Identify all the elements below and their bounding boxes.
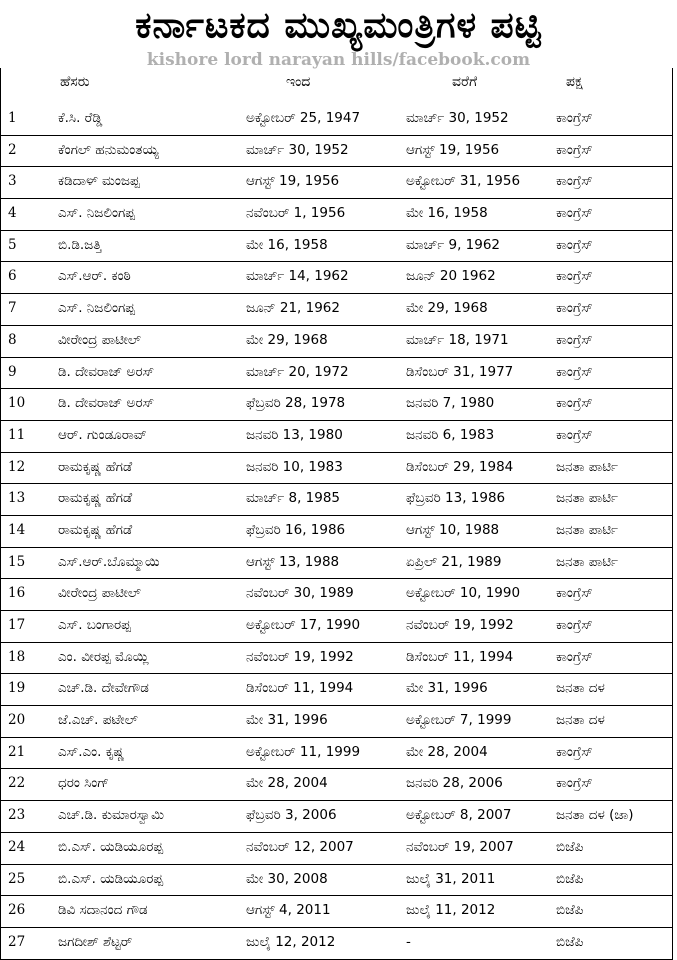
table-row	[0, 611, 673, 643]
term-end: ಏಪ್ರಿಲ್ 21, 1989	[406, 553, 502, 570]
cm-name: ಬಿ.ಎಸ್. ಯಡಿಯೂರಪ್ಪ	[58, 870, 164, 887]
row-number: 13	[8, 490, 26, 507]
cm-name: ಡಿವಿ ಸದಾನಂದ ಗೌಡ	[58, 902, 148, 919]
term-end: ಜನವರಿ 28, 2006	[406, 775, 503, 792]
term-end: ಆಗಸ್ಟ್ 10, 1988	[406, 521, 500, 538]
party-name: ಬಿಜೆಪಿ	[556, 870, 584, 887]
table-row	[0, 516, 673, 548]
party-name: ಬಿಜೆಪಿ	[556, 933, 584, 950]
term-start: ಮೇ 29, 1968	[246, 331, 328, 348]
party-name: ಕಾಂಗ್ರೆಸ್	[556, 331, 593, 348]
term-end: ಫೆಬ್ರವರಿ 13, 1986	[406, 490, 506, 507]
cm-name: ಎಸ್. ಬಂಗಾರಪ್ಪ	[58, 617, 131, 633]
term-end: ಜೂನ್ 20 1962	[406, 268, 496, 285]
term-start: ನವೆಂಬರ್ 12, 2007	[246, 838, 354, 855]
cm-name: ಡಿ. ದೇವರಾಜ್ ಅರಸ್	[58, 395, 155, 412]
term-start: ನವೆಂಬರ್ 1, 1956	[246, 205, 346, 222]
table-row	[0, 548, 673, 580]
term-start: ಆಗಸ್ಟ್ 4, 2011	[246, 902, 331, 919]
term-end: ಡಿಸೆಂಬರ್ 31, 1977	[406, 363, 514, 380]
table-row	[0, 579, 673, 611]
cm-name: ಎಸ್.ಆರ್.ಬೊಮ್ಮಾಯಿ	[58, 553, 160, 570]
term-end: ಮಾರ್ಚ್ 9, 1962	[406, 236, 501, 253]
table-row	[0, 706, 673, 738]
cm-name: ಕಡಿದಾಳ್ ಮಂಜಪ್ಪ	[58, 173, 140, 190]
cm-name: ಜಗದೀಶ್ ಶೆಟ್ಟರ್	[58, 933, 133, 950]
term-start: ಮೇ 28, 2004	[246, 775, 328, 792]
row-number: 7	[8, 300, 17, 317]
term-start: ಅಕ್ಟೋಬರ್ 17, 1990	[246, 617, 361, 633]
term-end: ಡಿಸೆಂಬರ್ 11, 1994	[406, 648, 514, 665]
cm-name: ಎಸ್. ನಿಜಲಿಂಗಪ್ಪ	[58, 205, 135, 222]
row-number: 24	[8, 838, 26, 855]
table-row	[0, 643, 673, 675]
header-to: ವರೆಗೆ	[452, 74, 478, 90]
term-start: ಮಾರ್ಚ್ 20, 1972	[246, 363, 349, 380]
party-name: ಕಾಂಗ್ರೆಸ್	[556, 395, 593, 412]
term-start: ಮೇ 31, 1996	[246, 712, 328, 729]
term-end: ಅಕ್ಟೋಬರ್ 31, 1956	[406, 173, 521, 190]
party-name: ಬಿಜೆಪಿ	[556, 902, 584, 919]
row-number: 6	[8, 268, 17, 285]
term-start: ಜುಲೈ 12, 2012	[246, 933, 336, 950]
term-end: -	[406, 933, 411, 950]
term-start: ಮೇ 30, 2008	[246, 870, 328, 887]
table-row	[0, 484, 673, 516]
table-row	[0, 199, 673, 231]
term-start: ನವೆಂಬರ್ 19, 1992	[246, 648, 354, 665]
cm-name: ಬಿ.ಡಿ.ಜತ್ತಿ	[58, 236, 102, 253]
row-number: 8	[8, 331, 17, 348]
table-row	[0, 231, 673, 263]
row-number: 18	[8, 648, 26, 665]
party-name: ಕಾಂಗ್ರೆಸ್	[556, 617, 593, 633]
cm-name: ಕೆ.ಸಿ. ರೆಡ್ಡಿ	[58, 110, 103, 126]
party-name: ಕಾಂಗ್ರೆಸ್	[556, 236, 593, 253]
cm-name: ಎಚ್.ಡಿ. ಕುಮಾರಸ್ವಾಮಿ	[58, 807, 165, 824]
term-start: ಮಾರ್ಚ್ 14, 1962	[246, 268, 349, 285]
table-row	[0, 104, 673, 136]
term-end: ಮಾರ್ಚ್ 18, 1971	[406, 331, 509, 348]
term-start: ಫೆಬ್ರವರಿ 16, 1986	[246, 521, 346, 538]
table-row	[0, 421, 673, 453]
party-name: ಕಾಂಗ್ರೆಸ್	[556, 110, 593, 126]
term-start: ನವೆಂಬರ್ 30, 1989	[246, 585, 354, 602]
term-end: ಅಕ್ಟೋಬರ್ 10, 1990	[406, 585, 521, 602]
cm-name: ಬಿ.ಎಸ್. ಯಡಿಯೂರಪ್ಪ	[58, 838, 164, 855]
row-number: 22	[8, 775, 26, 792]
party-name: ಜನತಾ ಪಾರ್ಟಿ	[556, 458, 619, 475]
term-end: ಜುಲೈ 31, 2011	[406, 870, 496, 887]
term-end: ಮೇ 29, 1968	[406, 300, 488, 317]
cm-name: ಎಸ್.ಎಂ. ಕೃಷ್ಣ	[58, 743, 125, 760]
table-row	[0, 453, 673, 485]
party-name: ಕಾಂಗ್ರೆಸ್	[556, 205, 593, 222]
row-number: 23	[8, 807, 26, 824]
header-party: ಪಕ್ಷ	[566, 74, 583, 90]
watermark-subtitle: kishore lord narayan hills/facebook.com	[146, 50, 531, 70]
term-start: ಮೇ 16, 1958	[246, 236, 328, 253]
term-start: ಜನವರಿ 10, 1983	[246, 458, 343, 475]
party-name: ಕಾಂಗ್ರೆಸ್	[556, 585, 593, 602]
term-start: ಮಾರ್ಚ್ 30, 1952	[246, 141, 349, 158]
row-number: 4	[8, 205, 17, 222]
party-name: ಕಾಂಗ್ರೆಸ್	[556, 775, 593, 792]
term-start: ಆಗಸ್ಟ್ 13, 1988	[246, 553, 340, 570]
row-number: 17	[8, 617, 26, 633]
table-row	[0, 674, 673, 706]
term-start: ಜೂನ್ 21, 1962	[246, 300, 340, 317]
party-name: ಕಾಂಗ್ರೆಸ್	[556, 743, 593, 760]
term-end: ನವೆಂಬರ್ 19, 1992	[406, 617, 514, 633]
row-number: 11	[8, 426, 26, 443]
table-row	[0, 389, 673, 421]
cm-name: ರಾಮಕೃಷ್ಣ ಹೆಗಡೆ	[58, 458, 133, 475]
cm-name: ವೀರೇಂದ್ರ ಪಾಟೀಲ್	[58, 585, 141, 602]
term-end: ಜುಲೈ 11, 2012	[406, 902, 496, 919]
table-header	[0, 68, 673, 104]
cm-name: ಎಚ್.ಡಿ. ದೇವೇಗೌಡ	[58, 680, 149, 697]
cm-name: ಕೆಂಗಲ್ ಹನುಮಂತಯ್ಯ	[58, 141, 159, 158]
term-end: ಮೇ 16, 1958	[406, 205, 488, 222]
row-number: 12	[8, 458, 26, 475]
row-number: 1	[8, 110, 17, 126]
row-number: 14	[8, 521, 26, 538]
term-end: ಆಗಸ್ಟ್ 19, 1956	[406, 141, 500, 158]
term-end: ನವೆಂಬರ್ 19, 2007	[406, 838, 514, 855]
term-end: ಡಿಸೆಂಬರ್ 29, 1984	[406, 458, 514, 475]
table-row	[0, 167, 673, 199]
table-row	[0, 896, 673, 928]
row-number: 25	[8, 870, 26, 887]
row-number: 20	[8, 712, 26, 729]
row-number: 2	[8, 141, 17, 158]
table-row	[0, 738, 673, 770]
table-row	[0, 769, 673, 801]
party-name: ಕಾಂಗ್ರೆಸ್	[556, 648, 593, 665]
row-number: 21	[8, 743, 26, 760]
cm-name: ಎಸ್.ಆರ್. ಕಂಠಿ	[58, 268, 131, 285]
party-name: ಕಾಂಗ್ರೆಸ್	[556, 173, 593, 190]
table-row	[0, 865, 673, 897]
row-number: 10	[8, 395, 26, 412]
term-end: ಅಕ್ಟೋಬರ್ 7, 1999	[406, 712, 512, 729]
table-row	[0, 136, 673, 168]
term-start: ಜನವರಿ 13, 1980	[246, 426, 343, 443]
chief-ministers-table	[0, 104, 673, 960]
row-number: 5	[8, 236, 17, 253]
term-end: ಮಾರ್ಚ್ 30, 1952	[406, 110, 509, 126]
term-start: ಅಕ್ಟೋಬರ್ 25, 1947	[246, 110, 361, 126]
party-name: ಕಾಂಗ್ರೆಸ್	[556, 300, 593, 317]
term-end: ಜನವರಿ 7, 1980	[406, 395, 495, 412]
term-end: ಮೇ 28, 2004	[406, 743, 488, 760]
cm-name: ಡಿ. ದೇವರಾಜ್ ಅರಸ್	[58, 363, 155, 380]
table-row	[0, 928, 673, 960]
header-from: ಇಂದ	[286, 74, 311, 90]
term-start: ಫೆಬ್ರವರಿ 28, 1978	[246, 395, 346, 412]
row-number: 19	[8, 680, 26, 697]
row-number: 26	[8, 902, 26, 919]
cm-name: ರಾಮಕೃಷ್ಣ ಹೆಗಡೆ	[58, 521, 133, 538]
party-name: ಕಾಂಗ್ರೆಸ್	[556, 141, 593, 158]
party-name: ಜನತಾ ದಳ	[556, 680, 605, 697]
cm-name: ವೀರೇಂದ್ರ ಪಾಟೀಲ್	[58, 331, 141, 348]
party-name: ಜನತಾ ದಳ (ಜಾ)	[556, 807, 634, 824]
row-number: 16	[8, 585, 26, 602]
term-start: ಡಿಸೆಂಬರ್ 11, 1994	[246, 680, 354, 697]
row-number: 9	[8, 363, 17, 380]
row-number: 3	[8, 173, 17, 190]
cm-name: ರಾಮಕೃಷ್ಣ ಹೆಗಡೆ	[58, 490, 133, 507]
term-start: ಮಾರ್ಚ್ 8, 1985	[246, 490, 341, 507]
cm-name: ಎಸ್. ನಿಜಲಿಂಗಪ್ಪ	[58, 300, 135, 317]
header-name: ಹೆಸರು	[60, 74, 90, 90]
party-name: ಜನತಾ ಪಾರ್ಟಿ	[556, 490, 619, 507]
table-row	[0, 358, 673, 390]
table-row	[0, 833, 673, 865]
term-start: ಫೆಬ್ರವರಿ 3, 2006	[246, 807, 337, 824]
party-name: ಜನತಾ ಪಾರ್ಟಿ	[556, 553, 619, 570]
term-start: ಆಗಸ್ಟ್ 19, 1956	[246, 173, 340, 190]
cm-name: ಜೆ.ಎಚ್. ಪಟೇಲ್	[58, 712, 138, 729]
term-end: ಮೇ 31, 1996	[406, 680, 488, 697]
party-name: ಜನತಾ ದಳ	[556, 712, 605, 729]
table-row	[0, 801, 673, 833]
party-name: ಕಾಂಗ್ರೆಸ್	[556, 268, 593, 285]
term-end: ಅಕ್ಟೋಬರ್ 8, 2007	[406, 807, 512, 824]
row-number: 15	[8, 553, 26, 570]
term-end: ಜನವರಿ 6, 1983	[406, 426, 495, 443]
page-title: ಕರ್ನಾಟಕದ ಮುಖ್ಯಮಂತ್ರಿಗಳ ಪಟ್ಟಿ	[135, 5, 542, 46]
table-row	[0, 262, 673, 294]
party-name: ಕಾಂಗ್ರೆಸ್	[556, 426, 593, 443]
table-row	[0, 294, 673, 326]
term-start: ಅಕ್ಟೋಬರ್ 11, 1999	[246, 743, 361, 760]
party-name: ಬಿಜೆಪಿ	[556, 838, 584, 855]
cm-name: ಎಂ. ವೀರಪ್ಪ ಮೊಯ್ಲಿ	[58, 648, 149, 665]
cm-name: ಆರ್. ಗುಂಡೂರಾವ್	[58, 426, 147, 443]
party-name: ಕಾಂಗ್ರೆಸ್	[556, 363, 593, 380]
row-number: 27	[8, 933, 26, 950]
party-name: ಜನತಾ ಪಾರ್ಟಿ	[556, 521, 619, 538]
table-row	[0, 326, 673, 358]
cm-name: ಧರಂ ಸಿಂಗ್	[58, 775, 109, 792]
